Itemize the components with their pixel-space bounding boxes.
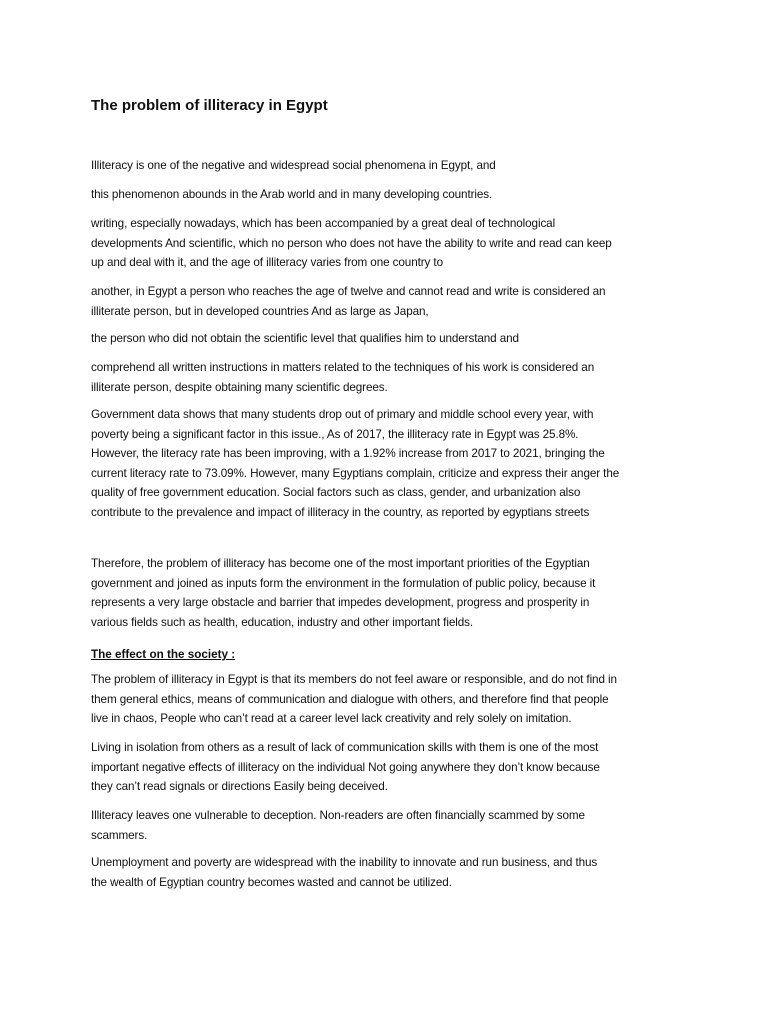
paragraph-line: comprehend all written instructions in matters related to the techniques of his work is considered an xyxy=(91,361,595,374)
paragraph-line: current literacy rate to 73.09%. However, many Egyptians complain, criticize and express their anger the xyxy=(91,466,620,480)
paragraph-line: contribute to the prevalence and impact of illiteracy in the country, as reported by egyptians streets xyxy=(91,505,590,519)
paragraph-line: important negative effects of illiteracy on the individual Not going anywhere they don’t know because xyxy=(91,760,600,774)
paragraph-arab-world xyxy=(91,185,683,205)
paragraph-line: illiterate person, despite obtaining many scientific degrees. xyxy=(91,380,388,394)
paragraph-line: this phenomenon abounds in the Arab world and in many developing countries. xyxy=(91,188,493,201)
paragraph-writing xyxy=(91,214,683,273)
paragraph-line: illiterate person, but in developed countries And as large as Japan, xyxy=(91,304,429,318)
paragraph-line: Illiteracy is one of the negative and widespread social phenomena in Egypt, and xyxy=(91,159,496,172)
paragraph-line: them general ethics, means of communication and dialogue with others, and therefore find that people xyxy=(91,692,609,706)
paragraph-line: Government data shows that many students drop out of primary and middle school every year, with xyxy=(91,408,594,421)
paragraph-line: the person who did not obtain the scientific level that qualifies him to understand and xyxy=(91,332,519,345)
section-heading: The effect on the society : xyxy=(91,648,236,661)
paragraph-priorities xyxy=(91,554,683,632)
paragraph-line: Living in isolation from others as a result of lack of communication skills with them is one of the most xyxy=(91,741,599,754)
paragraph-line: Unemployment and poverty are widespread with the inability to innovate and run business, and thus xyxy=(91,856,598,869)
paragraph-effect-isolation xyxy=(91,738,683,797)
paragraph-line: represents a very large obstacle and barrier that impedes development, progress and prosperity in xyxy=(91,596,590,610)
paragraph-line: they can’t read signals or directions Easily being deceived. xyxy=(91,780,388,794)
paragraph-government-data xyxy=(91,405,683,523)
paragraph-line: scammers. xyxy=(91,828,148,842)
paragraph-effect-unemployment xyxy=(91,853,683,892)
paragraph-line: writing, especially nowadays, which has been accompanied by a great deal of technological xyxy=(91,217,556,230)
paragraph-line: up and deal with it, and the age of illiteracy varies from one country to xyxy=(91,256,443,270)
paragraph-scientific-level xyxy=(91,329,683,349)
paragraph-intro xyxy=(91,156,683,176)
paragraph-line: another, in Egypt a person who reaches the age of twelve and cannot read and write is considered an xyxy=(91,285,606,298)
paragraph-line: Therefore, the problem of illiteracy has become one of the most important priorities of the Egyptian xyxy=(91,557,590,570)
paragraph-line: quality of free government education. Social factors such as class, gender, and urbanization also xyxy=(91,486,581,500)
paragraph-line: poverty being a significant factor in this issue., As of 2017, the illiteracy rate in Egypt was 25.8%. xyxy=(91,427,579,441)
paragraph-line: the wealth of Egyptian country becomes wasted and cannot be utilized. xyxy=(91,875,452,889)
paragraph-line: However, the literacy rate has been improving, with a 1.92% increase from 2017 to 2021, bringing the xyxy=(91,447,605,461)
paragraph-line: government and joined as inputs form the environment in the formulation of public policy, because it xyxy=(91,576,596,590)
paragraph-effect-deception xyxy=(91,806,683,845)
paragraph-line: Illiteracy leaves one vulnerable to deception. Non-readers are often financially scammed by some xyxy=(91,809,585,822)
paragraph-line: The problem of illiteracy in Egypt is that its members do not feel aware or responsible, and do not find in xyxy=(91,673,617,686)
document-title: The problem of illiteracy in Egypt xyxy=(91,97,328,114)
paragraph-comprehend xyxy=(91,358,683,397)
paragraph-effect-members xyxy=(91,670,683,729)
paragraph-line: various fields such as health, education, industry and other important fields. xyxy=(91,615,474,629)
paragraph-age xyxy=(91,282,683,321)
paragraph-line: developments And scientific, which no person who does not have the ability to write and read can keep xyxy=(91,236,612,250)
paragraph-line: live in chaos, People who can’t read at a career level lack creativity and rely solely on imitation. xyxy=(91,712,572,726)
